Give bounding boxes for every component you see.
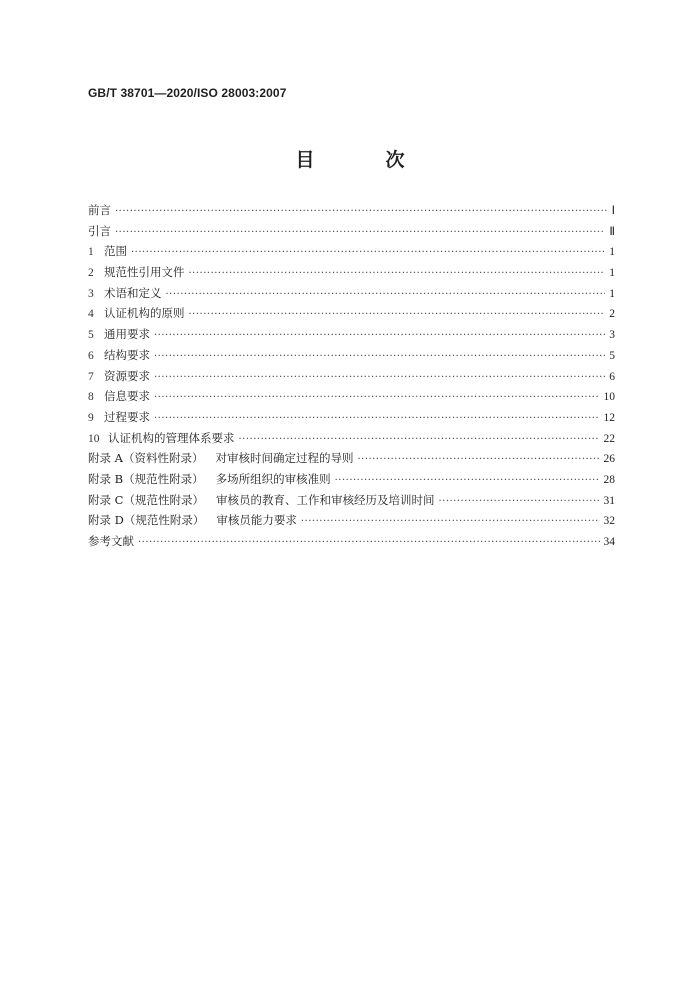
toc-entry-8[interactable] <box>88 386 615 407</box>
table-of-contents <box>88 200 615 552</box>
toc-entry-page: 2 <box>609 308 615 321</box>
toc-entry-number: 4 <box>88 308 94 321</box>
toc-entry-bibliography[interactable] <box>88 531 615 552</box>
toc-entry-2[interactable] <box>88 262 615 283</box>
dot-leader <box>131 243 605 264</box>
dot-leader <box>115 223 605 244</box>
toc-entry-introduction[interactable] <box>88 221 615 242</box>
dot-leader <box>438 492 599 513</box>
toc-entry-text: 范围 <box>104 244 127 259</box>
toc-entry-annex-c[interactable] <box>88 490 615 511</box>
annex-label: 附录 B（规范性附录） <box>88 471 204 486</box>
toc-entry-text <box>88 490 434 511</box>
dot-leader <box>138 533 600 554</box>
toc-entry-foreword[interactable] <box>88 200 615 221</box>
toc-entry-text <box>88 469 331 490</box>
dot-leader <box>357 450 599 471</box>
toc-entry-9[interactable] <box>88 407 615 428</box>
dot-leader <box>154 368 605 389</box>
dot-leader <box>154 326 605 347</box>
toc-entry-10[interactable] <box>88 428 615 449</box>
toc-entry-page: 32 <box>603 515 615 528</box>
toc-entry-6[interactable] <box>88 345 615 366</box>
annex-label: 附录 D（规范性附录） <box>88 513 205 528</box>
toc-entry-text: 资源要求 <box>104 368 150 383</box>
toc-entry-number: 7 <box>88 370 94 383</box>
toc-entry-text: 规范性引用文件 <box>104 265 185 280</box>
dot-leader <box>189 305 606 326</box>
toc-entry-page: 10 <box>603 391 615 404</box>
toc-entry-page: 1 <box>609 287 615 300</box>
toc-entry-text: 前言 <box>88 203 111 217</box>
toc-entry-page: 5 <box>609 349 615 362</box>
standard-code: GB/T 38701—2020/ISO 28003:2007 <box>88 86 287 100</box>
dot-leader <box>301 512 600 533</box>
toc-entry-text: 参考文献 <box>88 534 134 548</box>
dot-leader <box>239 430 600 451</box>
toc-entry-annex-b[interactable] <box>88 469 615 490</box>
toc-entry-7[interactable] <box>88 366 615 387</box>
toc-entry-page: 6 <box>609 370 615 383</box>
toc-entry-number: 2 <box>88 267 94 280</box>
toc-entry-3[interactable] <box>88 283 615 304</box>
toc-entry-page: 26 <box>603 453 615 466</box>
toc-entry-text: 术语和定义 <box>104 285 162 300</box>
annex-subtitle: 审核员的教育、工作和审核经历及培训时间 <box>215 492 435 507</box>
toc-entry-page: 28 <box>603 473 615 486</box>
toc-entry-text: 过程要求 <box>104 409 150 424</box>
toc-entry-annex-a[interactable] <box>88 448 615 469</box>
toc-entry-4[interactable] <box>88 303 615 324</box>
dot-leader <box>189 264 606 285</box>
annex-label: 附录 A（资料性附录） <box>88 451 204 466</box>
toc-entry-text <box>88 510 297 531</box>
dot-leader <box>154 388 600 409</box>
annex-subtitle: 多场所组织的审核准则 <box>215 471 331 486</box>
toc-entry-text: 引言 <box>88 223 111 238</box>
toc-entry-number: 1 <box>88 246 94 259</box>
toc-entry-page: 31 <box>603 494 615 507</box>
toc-entry-page: 22 <box>603 432 615 445</box>
toc-entry-page: 3 <box>609 329 615 342</box>
toc-entry-text: 通用要求 <box>104 327 150 342</box>
toc-entry-text <box>88 448 353 469</box>
toc-entry-page: Ⅰ <box>611 205 615 217</box>
annex-label: 附录 C（规范性附录） <box>88 492 204 507</box>
toc-entry-page: 1 <box>609 267 615 280</box>
dot-leader <box>154 347 605 368</box>
toc-entry-text: 认证机构的原则 <box>104 306 185 321</box>
dot-leader <box>154 409 600 430</box>
toc-entry-number: 6 <box>88 349 94 362</box>
toc-entry-number: 3 <box>88 287 94 300</box>
toc-title: 目 次 <box>295 149 431 171</box>
toc-entry-number: 9 <box>88 411 94 424</box>
dot-leader <box>115 202 608 223</box>
toc-entry-number: 10 <box>88 432 100 445</box>
toc-entry-1[interactable] <box>88 241 615 262</box>
toc-entry-page: 34 <box>603 536 615 548</box>
toc-entry-text: 结构要求 <box>104 347 150 362</box>
toc-entry-page: Ⅱ <box>609 225 615 238</box>
toc-entry-annex-d[interactable] <box>88 510 615 531</box>
dot-leader <box>335 471 600 492</box>
toc-entry-5[interactable] <box>88 324 615 345</box>
annex-subtitle: 审核员能力要求 <box>216 513 297 528</box>
toc-entry-text: 认证机构的管理体系要求 <box>108 430 235 445</box>
toc-entry-page: 1 <box>609 246 615 259</box>
dot-leader <box>166 285 606 306</box>
toc-entry-number: 8 <box>88 391 94 404</box>
toc-entry-text: 信息要求 <box>104 389 150 404</box>
toc-entry-number: 5 <box>88 329 94 342</box>
annex-subtitle: 对审核时间确定过程的导则 <box>215 451 354 466</box>
toc-entry-page: 12 <box>603 411 615 424</box>
